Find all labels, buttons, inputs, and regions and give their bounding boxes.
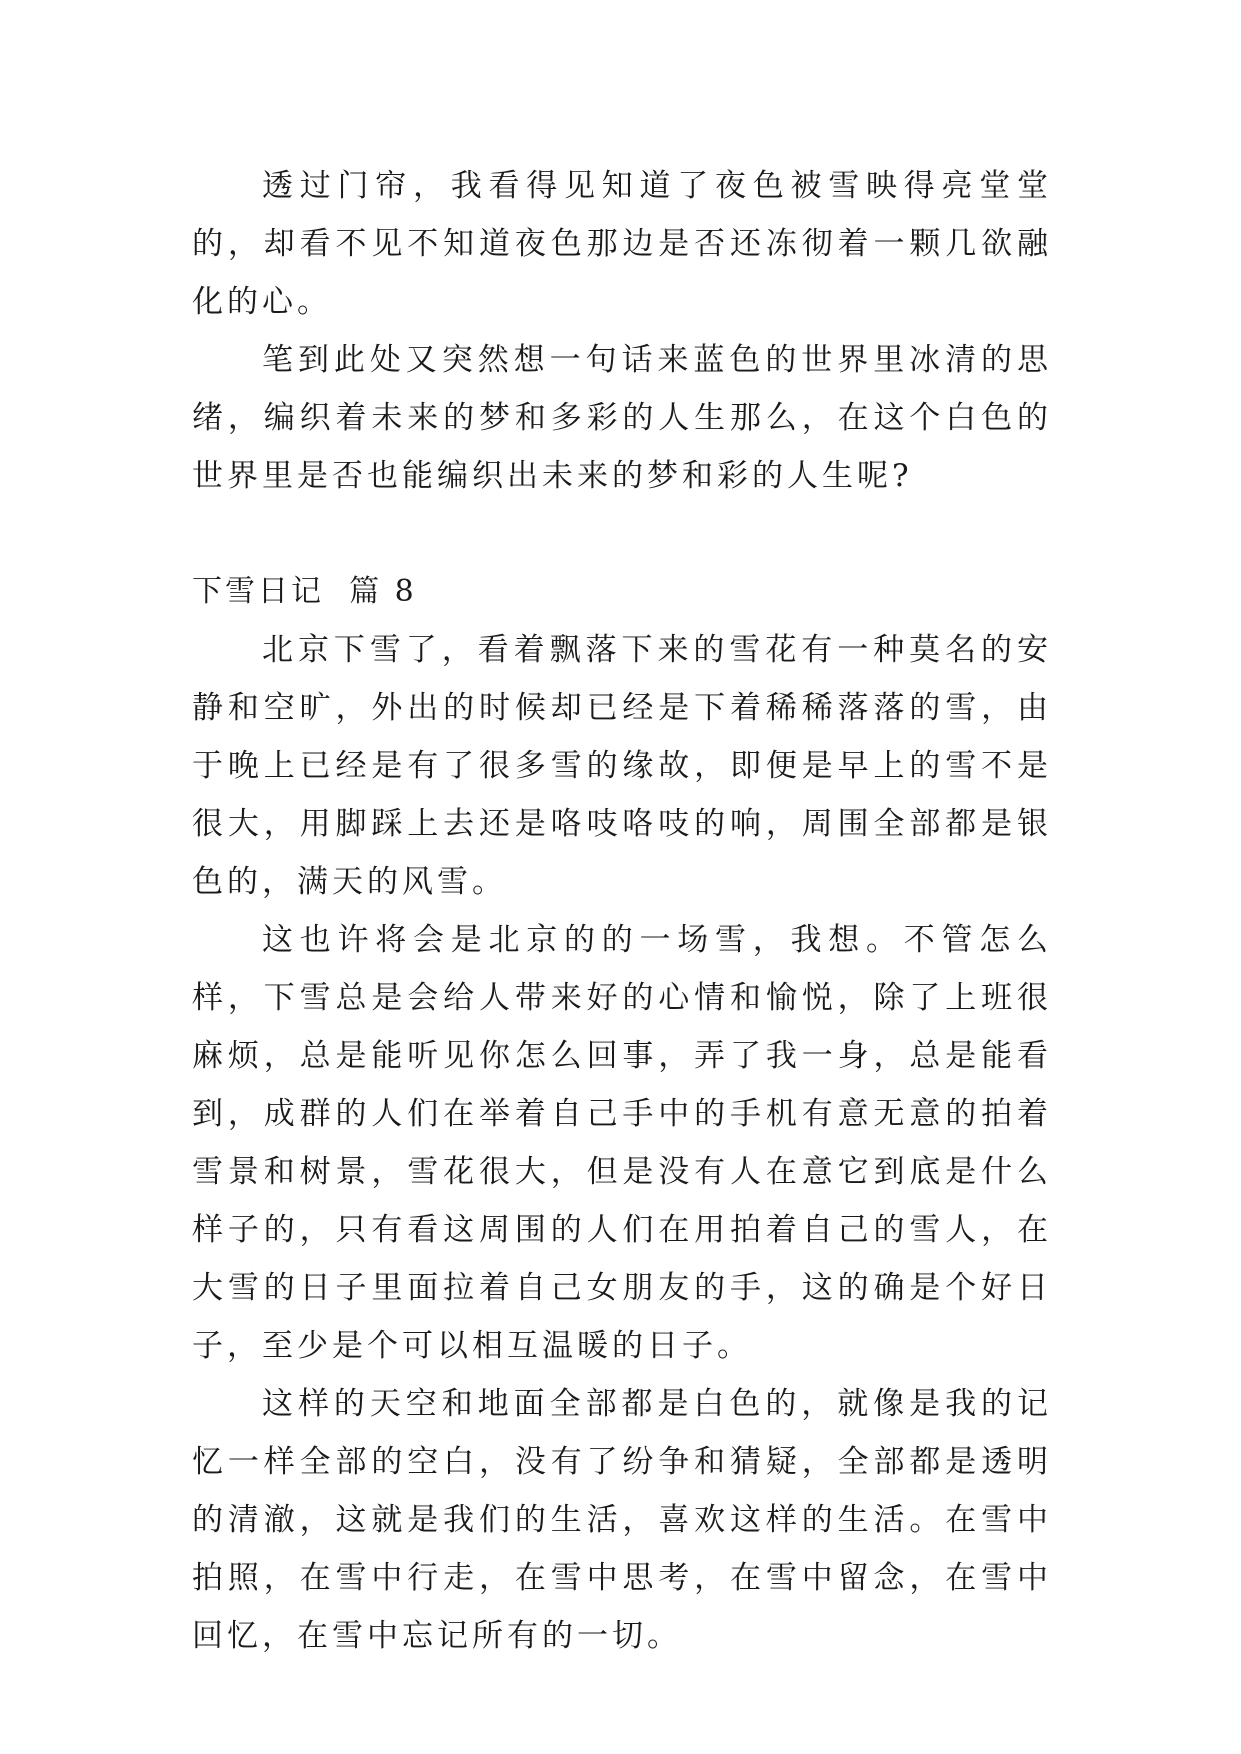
section-title: 下雪日记 篇 8 [192, 574, 417, 609]
section-paragraph-1: 北京下雪了，看着飘落下来的雪花有一种莫名的安静和空旷，外出的时候却已经是下着稀稀落落的雪，由于晚上已经是有了很多雪的缘故，即便是早上的雪不是很大，用脚踩上去还是咯吱咯吱的响，周围全部都是银色的，满天的风雪。 [192, 632, 1052, 900]
intro-text-block [192, 157, 1052, 505]
section-paragraph-3: 这样的天空和地面全部都是白色的，就像是我的记忆一样全部的空白，没有了纷争和猜疑，全部都是透明的清澈，这就是我们的生活，喜欢这样的生活。在雪中拍照，在雪中行走，在雪中思考，在雪中留念，在雪中回忆，在雪中忘记所有的一切。 [192, 1386, 1052, 1654]
intro-paragraph-2: 笔到此处又突然想一句话来蓝色的世界里冰清的思绪，编织着未来的梦和多彩的人生那么，在这个白色的世界里是否也能编织出未来的梦和彩的人生呢? [192, 342, 1052, 494]
section-paragraph-2: 这也许将会是北京的的一场雪，我想。不管怎么样，下雪总是会给人带来好的心情和愉悦，除了上班很麻烦，总是能听见你怎么回事，弄了我一身，总是能看到，成群的人们在举着自己手中的手机有意无意的拍着雪景和树景，雪花很大，但是没有人在意它到底是什么样子的，只有看这周围的人们在用拍着自己的雪人，在大雪的日子里面拉着自己女朋友的手，这的确是个好日子，至少是个可以相互温暖的日子。 [192, 922, 1052, 1364]
section-text-block [192, 621, 1052, 1665]
intro-paragraph-1: 透过门帘，我看得见知道了夜色被雪映得亮堂堂的，却看不见不知道夜色那边是否还冻彻着一颗几欲融化的心。 [192, 168, 1052, 320]
